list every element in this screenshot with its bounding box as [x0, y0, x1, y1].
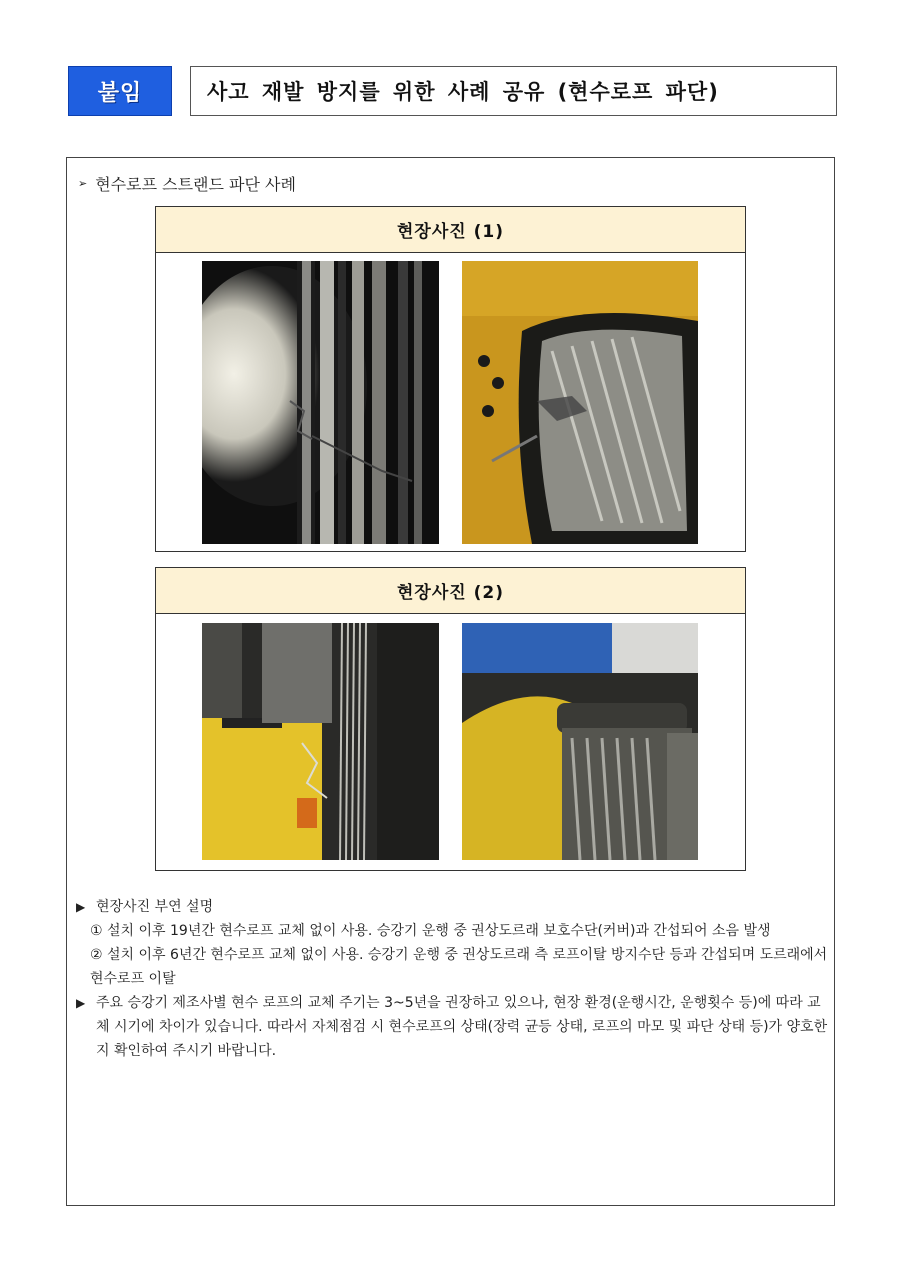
arrow-bullet-icon: ➢	[78, 177, 88, 190]
attachment-badge: 붙임	[68, 66, 172, 116]
photo-2-left	[202, 623, 439, 860]
notes-section	[76, 895, 828, 1063]
photo-1-left	[202, 261, 439, 544]
photo-1-right	[462, 261, 698, 544]
note-item-1: ① 설치 이후 19년간 현수로프 교체 없이 사용. 승강기 운행 중 권상도르래 보호수단(커버)과 간섭되어 소음 발생	[90, 923, 771, 939]
photo-2-right	[462, 623, 698, 860]
notes-heading: ▶ 현장사진 부연 설명	[76, 895, 828, 919]
triangle-bullet-icon: ▶	[76, 900, 86, 914]
panel-2-title: 현장사진 (2)	[156, 568, 745, 614]
page-title: 사고 재발 방지를 위한 사례 공유 (현수로프 파단)	[190, 66, 837, 116]
notes-paragraph: ▶ 주요 승강기 제조사별 현수 로프의 교체 주기는 3~5년을 권장하고 있으나, 현장 환경(운행시간, 운행횟수 등)에 따라 교체 시기에 차이가 있습니다. 따라서 자체점검 시 현수로프의 상태(장력 균등 상태, 로프의 마모 및 파단 상태 등)가 양호한지 확인하여 주시기 바랍니다.	[76, 991, 828, 1063]
section-title: ➢ 현수로프 스트랜드 파단 사례	[78, 175, 296, 194]
panel-1-title: 현장사진 (1)	[156, 207, 745, 253]
note-item-2: ② 설치 이후 6년간 현수로프 교체 없이 사용. 승강기 운행 중 권상도르래 측 로프이탈 방지수단 등과 간섭되며 도르래에서 현수로프 이탈	[90, 947, 828, 987]
triangle-bullet-icon: ▶	[76, 996, 86, 1010]
